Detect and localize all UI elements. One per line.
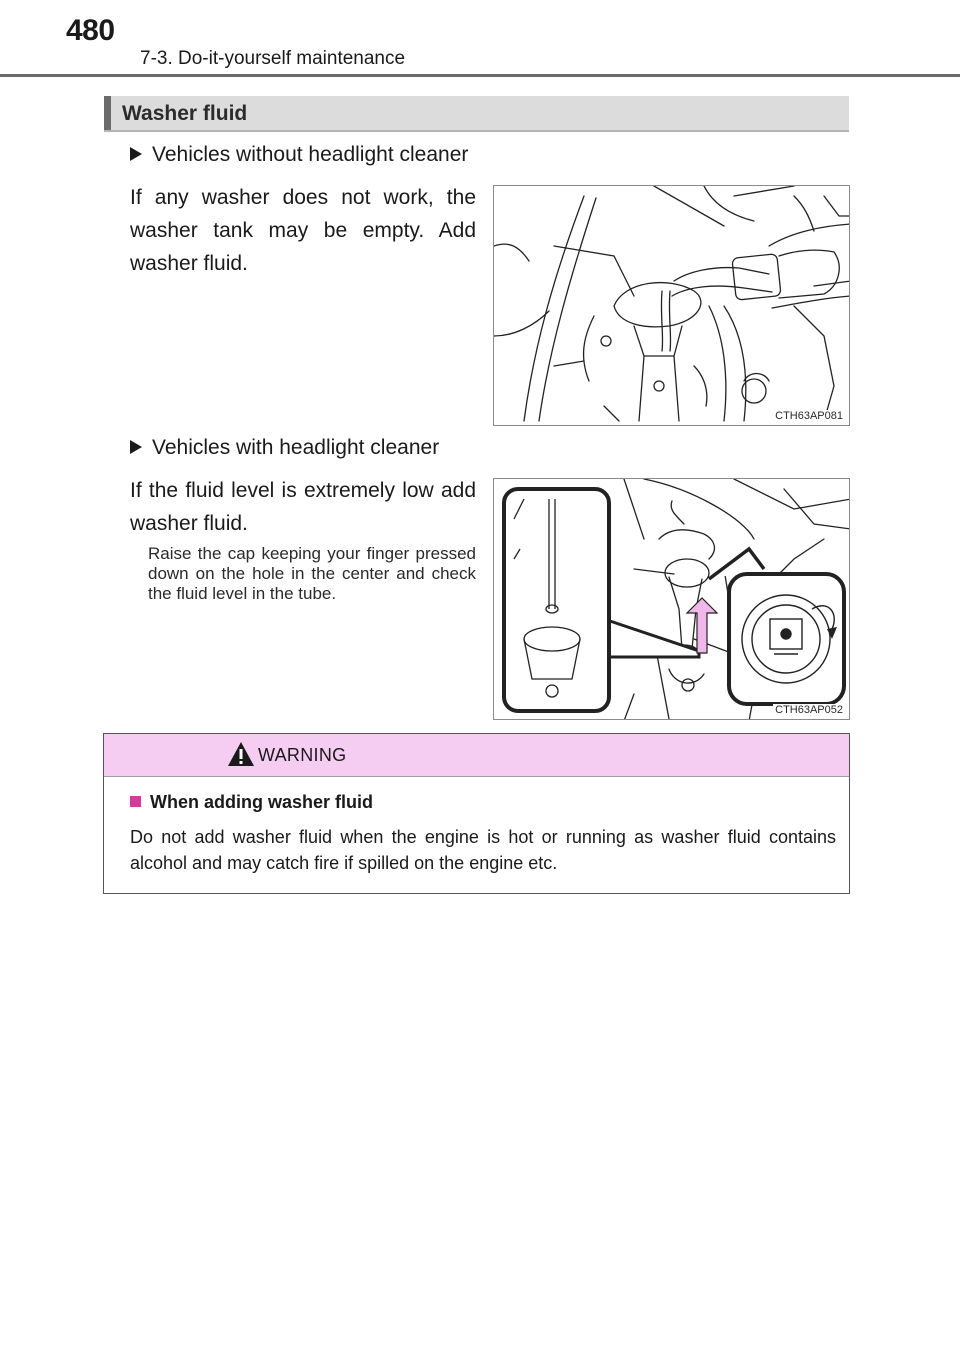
warning-header [104, 734, 849, 777]
case2-note: Raise the cap keeping your finger pressed down on the hole in the center and check the fluid level in the tube. [148, 544, 476, 603]
section-heading-bar [104, 96, 849, 132]
warning-subheading [130, 792, 373, 813]
warning-box [103, 733, 850, 894]
header-rule [0, 74, 960, 77]
bullet-triangle-icon [130, 440, 142, 454]
level-check-illustration [494, 479, 850, 720]
case1-heading-text: Vehicles without headlight cleaner [152, 143, 469, 166]
warning-label: WARNING [258, 745, 347, 765]
figure-code: CTH63AP052 [775, 704, 843, 716]
case2-heading-text: Vehicles with headlight cleaner [152, 436, 440, 459]
figure-checking-fluid-level [493, 478, 850, 720]
figure-filling-washer-tank [493, 185, 850, 426]
case1-text: If any washer does not work, the washer tank may be empty. Add washer fluid. [130, 186, 476, 275]
warning-text: Do not add washer fluid when the engine is hot or running as washer fluid contains alcohol and may catch fire if spilled on the engine etc. [130, 827, 836, 873]
section-title: Washer fluid [122, 102, 248, 125]
case2-heading [130, 436, 439, 460]
case1-heading [130, 143, 468, 167]
page-number: 480 [66, 14, 115, 47]
chapter-title: 7-3. Do-it-yourself maintenance [140, 48, 406, 69]
bullet-triangle-icon [130, 147, 142, 161]
section-accent [104, 96, 111, 130]
caution-triangle-icon [226, 740, 256, 768]
case2-text: If the fluid level is extremely low add washer fluid. [130, 479, 476, 535]
warning-subheading-text: When adding washer fluid [150, 792, 374, 812]
square-bullet-icon [130, 796, 141, 807]
figure-code: CTH63AP081 [775, 410, 843, 422]
filling-illustration [494, 186, 850, 426]
